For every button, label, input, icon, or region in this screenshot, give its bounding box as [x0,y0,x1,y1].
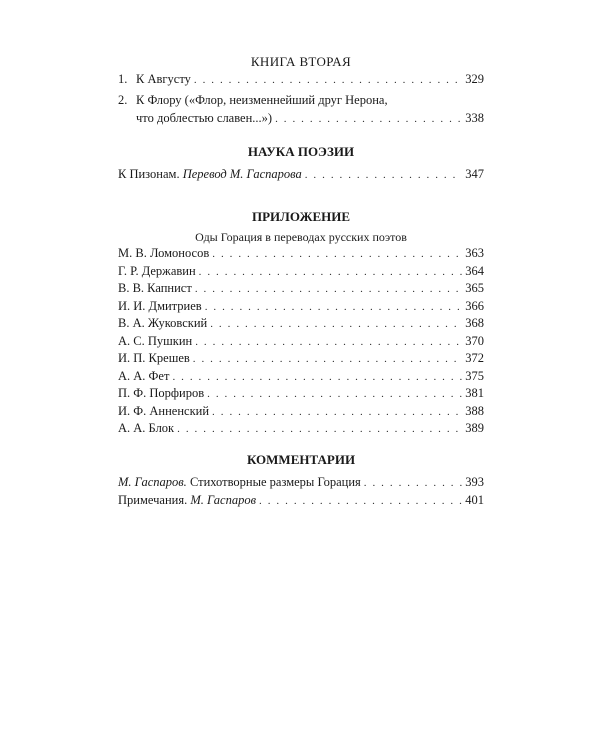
toc-entry[interactable] [118,298,484,316]
entry-title: К Флору («Флор, неизменнейший друг Нерона, [136,93,388,107]
toc-entry[interactable] [118,385,484,403]
page-number: 393 [465,475,484,489]
section-book-two [118,54,484,70]
leader-dots [212,404,462,422]
entry-title: А. С. Пушкин [118,333,193,348]
leader-dots [205,299,463,317]
entry-title: М. В. Ломоносов [118,246,210,260]
entry-translator: Перевод М. Гаспарова [182,167,302,181]
leader-dots [194,72,462,90]
entry-title: Примечания. [118,492,188,507]
page-number: 368 [465,316,484,330]
entry-title: Г. Р. Державин [118,263,196,278]
toc-entry[interactable] [118,403,484,421]
entry-title: В. В. Капнист [118,281,192,295]
entry-author: М. Гаспаров [190,492,257,507]
toc-entry[interactable] [118,474,484,492]
toc-entry[interactable] [118,245,484,263]
page-number: 375 [465,368,484,383]
leader-dots [259,493,462,511]
entry-title: К Августу [136,72,191,86]
toc-entry[interactable] [118,420,484,438]
page-number: 372 [465,351,484,365]
page-number: 347 [465,167,484,181]
section-subheading: Оды Горация в переводах русских поэтов [195,230,407,244]
section-ars-poetica [118,144,484,160]
entry-title: П. Ф. Порфиров [118,386,205,400]
entry-title: И. П. Крешев [118,351,190,365]
leader-dots [193,351,462,369]
entry-author: М. Гаспаров. [118,475,187,489]
toc-entry[interactable] [118,333,484,351]
toc-entry[interactable] [118,92,484,127]
page-number: 338 [465,110,484,125]
page-number: 401 [465,492,484,507]
appendix-list [118,245,484,438]
leader-dots [195,281,462,299]
leader-dots [172,369,462,387]
page-number: 381 [465,386,484,400]
entry-title: А. А. Фет [118,368,170,383]
leader-dots [275,111,462,129]
section-appendix [118,209,484,245]
entry-title: В. А. Жуковский [118,316,208,330]
section-heading: ПРИЛОЖЕНИЕ [251,209,351,224]
toc-entry[interactable] [118,280,484,298]
leader-dots [199,264,463,282]
leader-dots [212,246,462,264]
toc-entry[interactable] [118,492,484,510]
entry-title: К Пизонам. [118,167,180,181]
leader-dots [207,386,462,404]
leader-dots [195,334,462,352]
entry-title: А. А. Блок [118,421,175,435]
toc-entry[interactable] [118,350,484,368]
entry-number: 2. [118,93,128,107]
page-number: 329 [465,72,484,86]
section-heading: КОММЕНТАРИИ [246,452,356,467]
section-heading: КНИГА ВТОРАЯ [250,54,352,69]
toc-entry[interactable] [118,368,484,386]
commentary-list [118,474,484,509]
entry-number: 1. [118,72,128,86]
toc-entry[interactable] [118,71,484,89]
toc-entry[interactable] [118,263,484,281]
page-number: 370 [465,333,484,348]
page-number: 364 [465,263,484,278]
entry-title: И. Ф. Анненский [118,403,210,418]
leader-dots [305,167,463,185]
toc-entry[interactable] [118,315,484,333]
section-heading: НАУКА ПОЭЗИИ [247,144,355,159]
section-commentary [118,452,484,468]
leader-dots [210,316,462,334]
entry-title: Стихотворные размеры Горация [189,475,361,489]
entry-title: И. И. Дмитриев [118,298,202,313]
page-number: 363 [465,246,484,260]
page-number: 365 [465,281,484,295]
toc-entry[interactable] [118,166,484,184]
entry-title-continuation: что доблестью славен...») [136,110,273,125]
page-number: 389 [465,421,484,435]
page-number: 388 [465,403,484,418]
page-number: 366 [465,298,484,313]
leader-dots [177,421,462,439]
leader-dots [364,475,462,493]
